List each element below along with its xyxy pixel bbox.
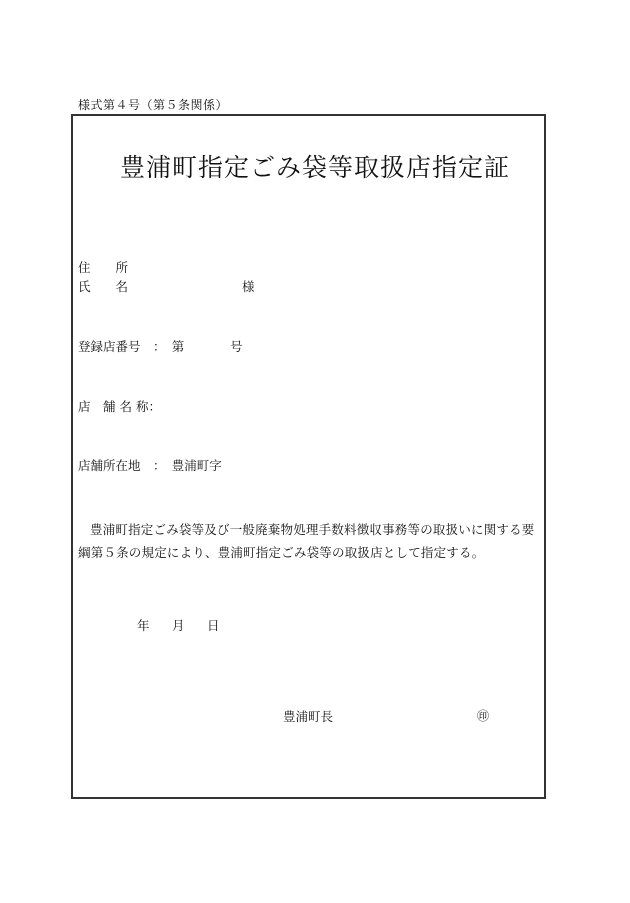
address-label: 住 所 — [78, 260, 129, 275]
registration-number-label: 登録店番号 ： 第 — [78, 339, 185, 354]
name-label: 氏 名 — [78, 279, 129, 294]
form-number: 様式第４号（第５条関係） — [78, 98, 229, 112]
name-suffix: 様 — [242, 279, 255, 294]
certificate-title: 豊浦町指定ごみ袋等取扱店指定証 — [119, 153, 510, 182]
certificate-frame — [71, 114, 546, 799]
store-name-label: 店 舗 名 称： — [78, 399, 161, 414]
issuer-title: 豊浦町長 — [283, 709, 334, 724]
date-day: 日 — [207, 618, 220, 633]
registration-number-suffix: 号 — [230, 339, 243, 354]
designation-statement: 豊浦町指定ごみ袋等及び一般廃棄物処理手数料徴収事務等の取扱いに関する要綱第５条の規定により、豊浦町指定ごみ袋等の取扱店として指定する。 — [78, 522, 535, 560]
store-location-label: 店舗所在地 ： 豊浦町字 — [78, 458, 222, 473]
date-year: 年 — [137, 618, 150, 633]
seal-mark: ㊞ — [476, 709, 489, 723]
date-month: 月 — [172, 618, 185, 633]
